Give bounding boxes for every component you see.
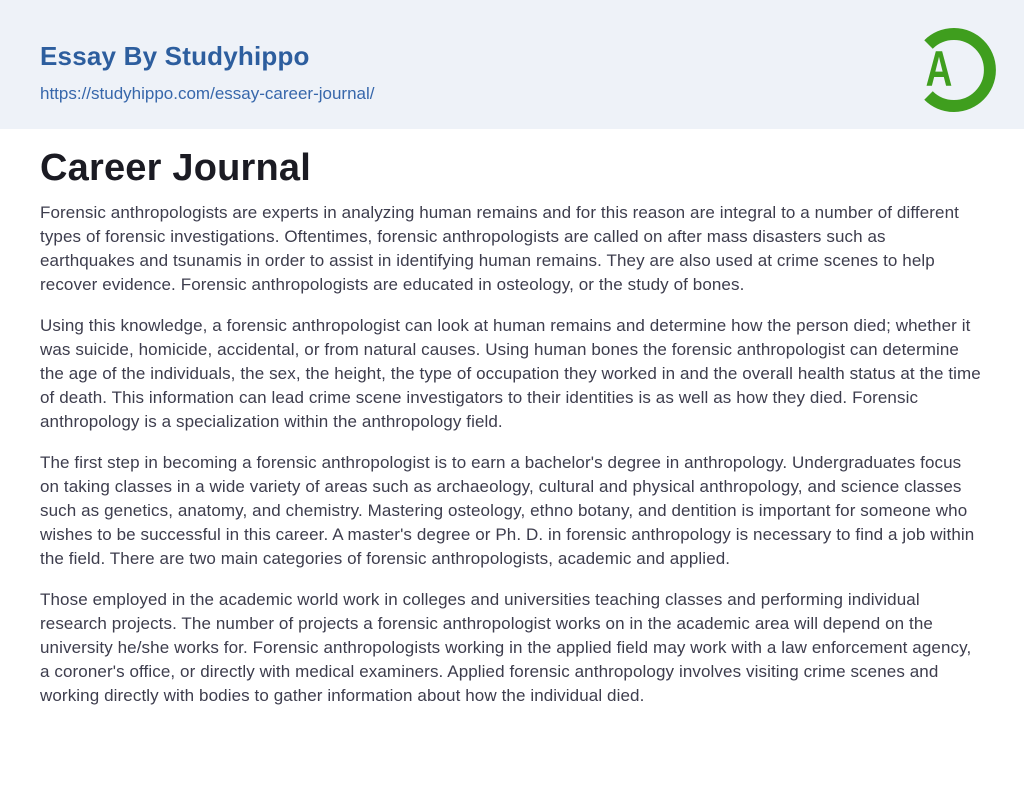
article-body: [40, 201, 984, 708]
page-url-link[interactable]: https://studyhippo.com/essay-career-journal/: [40, 84, 375, 103]
logo-a-icon: A: [925, 41, 953, 97]
article-paragraph: The first step in becoming a forensic anthropologist is to earn a bachelor's degree in anthropology. Undergraduates focus on taking classes in a wide variety of areas such as archaeology, cultural and physical anthropology, and science classes such as genetics, anatomy, and chemistry. Mastering osteology, ethno botany, and dentition is important for someone who wishes to be successful in this career. A master's degree or Ph. D. in forensic anthropology is necessary to find a job within the field. There are two main categories of forensic anthropologists, academic and applied.: [40, 452, 975, 568]
article-paragraph: Forensic anthropologists are experts in analyzing human remains and for this reason are integral to a number of different types of forensic investigations. Oftentimes, forensic anthropologists are called on after mass disasters such as earthquakes and tsunamis in order to assist in identifying human remains. They are also used at crime scenes to help recover evidence. Forensic anthropologists are educated in osteology, or the study of bones.: [40, 202, 959, 294]
page-header: [0, 0, 1024, 129]
article-content: [0, 129, 1024, 708]
studyhippo-logo: [910, 26, 998, 114]
site-title: Essay By Studyhippo: [40, 41, 310, 71]
header-text-block: [40, 35, 375, 104]
article-title: Career Journal: [40, 147, 312, 189]
article-paragraph: Those employed in the academic world work in colleges and universities teaching classes and performing individual research projects. The number of projects a forensic anthropologist works on in the academic area will depend on the university he/she works for. Forensic anthropologists working in the applied field may work with a law enforcement agency, a coroner's office, or directly with medical examiners. Applied forensic anthropology involves visiting crime scenes and working directly with bodies to gather information about how the individual died.: [40, 589, 972, 705]
article-paragraph: Using this knowledge, a forensic anthropologist can look at human remains and determine how the person died; whether it was suicide, homicide, accidental, or from natural causes. Using human bones the forensic anthropologist can determine the age of the individuals, the sex, the height, the type of occupation they worked in and the overall health status at the time of death. This information can lead crime scene investigators to their identities is as well as how they died. Forensic anthropology is a specialization within the anthropology field.: [40, 315, 981, 431]
